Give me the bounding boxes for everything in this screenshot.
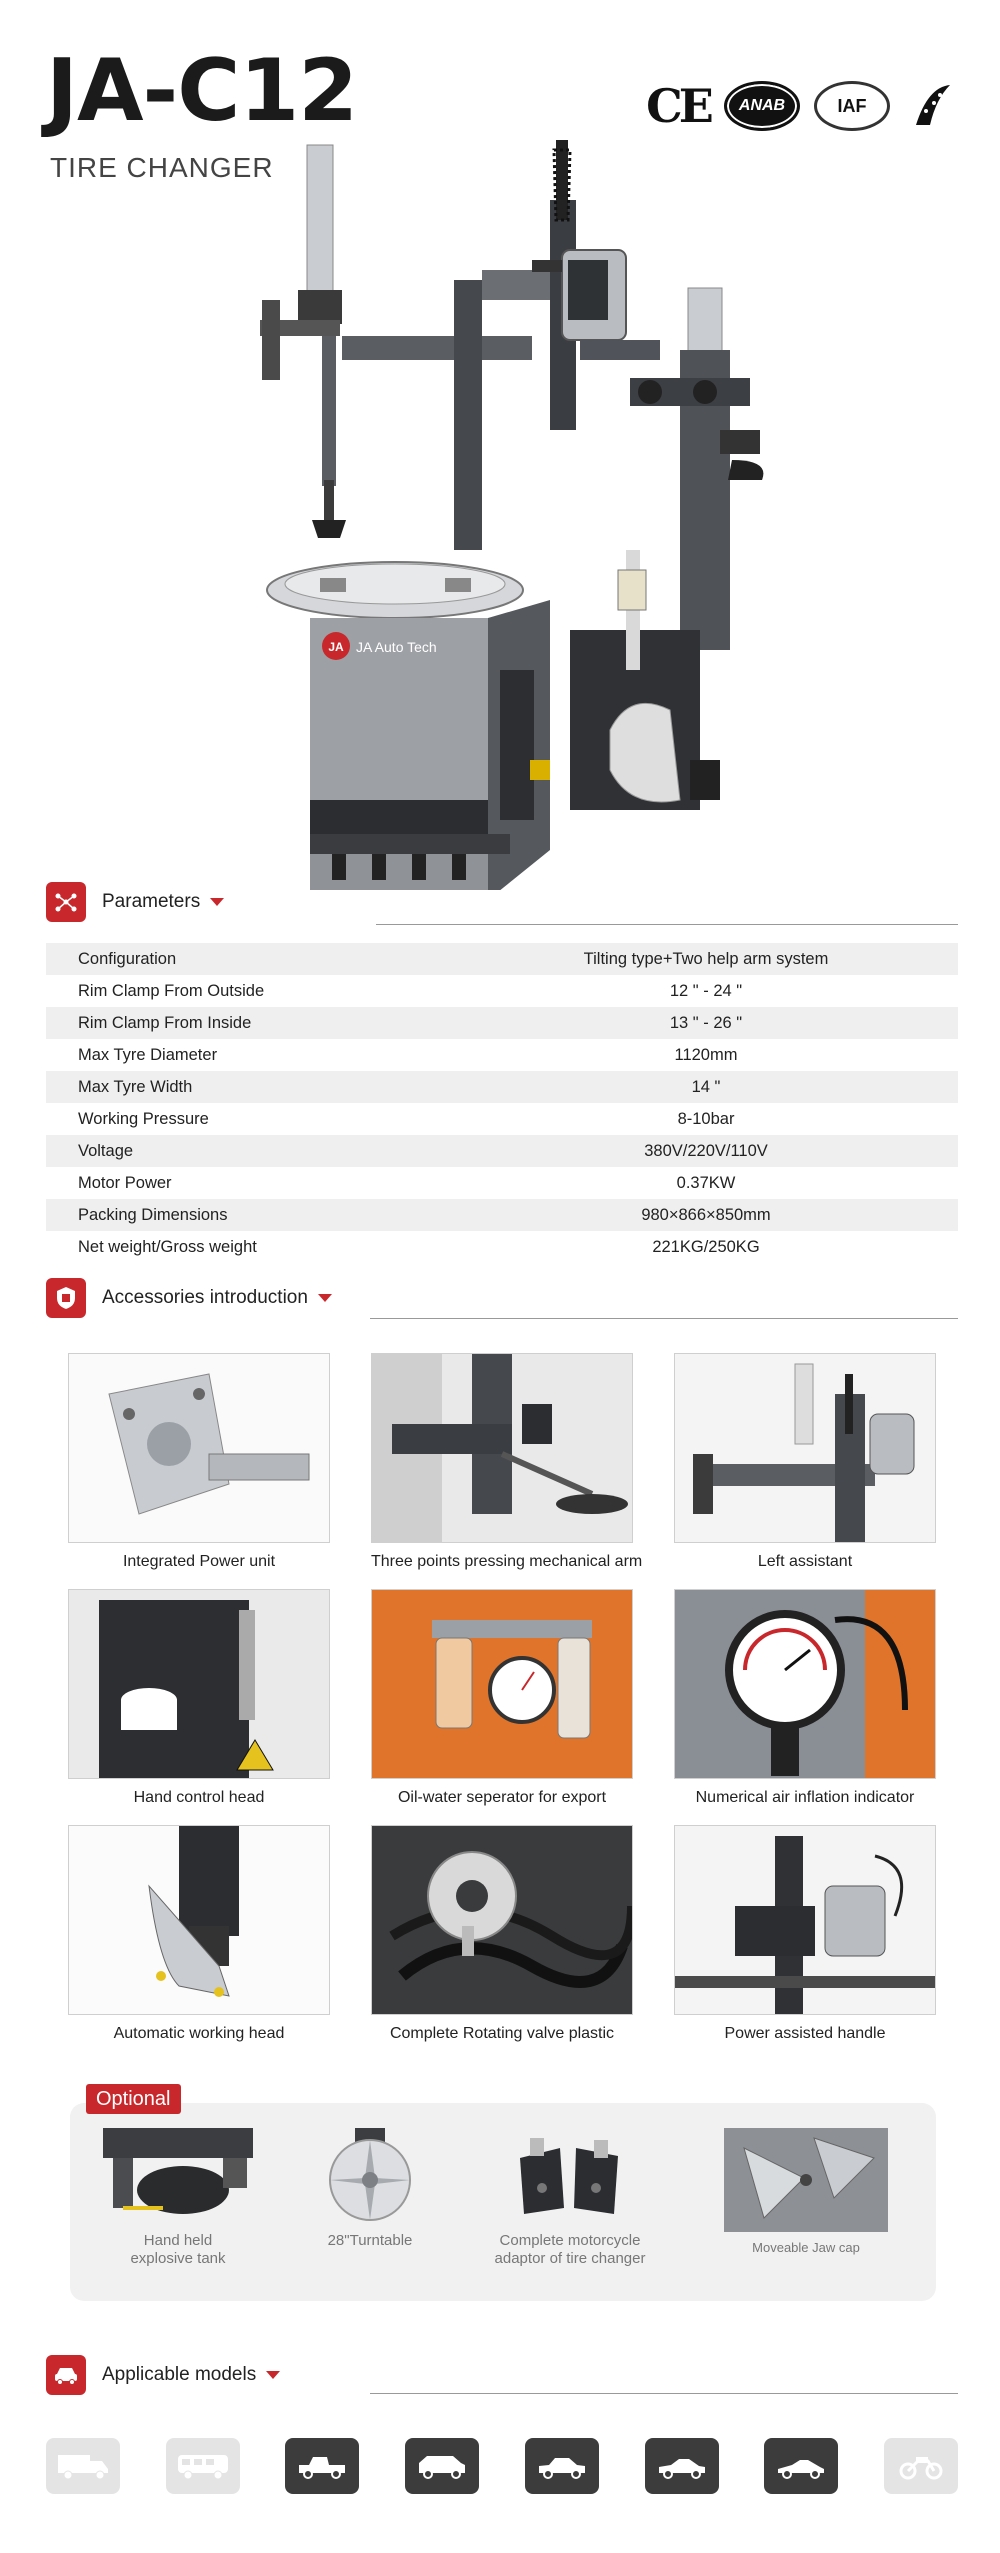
optional-item: [716, 2128, 896, 2256]
section-divider: [370, 1318, 958, 1319]
accessories-heading: Accessories introduction: [102, 1287, 308, 1308]
optional-badge: Optional: [86, 2084, 181, 2114]
section-divider: [370, 2393, 958, 2394]
ce-mark-icon: CE: [646, 79, 710, 133]
param-value: 380V/220V/110V: [644, 1141, 768, 1160]
param-value: 12 " - 24 ": [669, 981, 743, 1000]
table-row: [46, 1231, 958, 1263]
accessory-caption: Integrated Power unit: [122, 1553, 276, 1570]
param-name: Max Tyre Width: [78, 1077, 193, 1096]
jaw-cap-photo: [724, 2128, 888, 2232]
motorcycle-adaptor-photo: [510, 2128, 630, 2224]
param-name: Voltage: [78, 1141, 134, 1160]
accessory-caption: Complete Rotating valve plastic: [389, 2025, 615, 2042]
optional-caption-line2: adaptor of tire changer: [494, 2250, 646, 2267]
caret-down-icon: [266, 2371, 280, 2379]
param-value: 1120mm: [674, 1045, 738, 1064]
accessory-item: [68, 1825, 330, 2075]
anab-logo-icon: ANAB: [724, 81, 800, 131]
pickup-icon: [285, 2438, 359, 2494]
models-heading: Applicable models: [102, 2364, 257, 2385]
param-value: Tilting type+Two help arm system: [583, 949, 829, 968]
param-name: Packing Dimensions: [78, 1205, 228, 1224]
product-subtitle: TIRE CHANGER: [50, 152, 274, 183]
accessory-caption: Left assistant: [757, 1553, 853, 1570]
accessory-caption: Numerical air inflation indicator: [695, 1789, 915, 1806]
param-value: 13 " - 26 ": [669, 1013, 743, 1032]
accessory-item: [371, 1353, 643, 1589]
accessory-caption: Power assisted handle: [724, 2025, 886, 2042]
automatic-working-head-photo: [68, 1825, 330, 2015]
accessory-item: [371, 1589, 633, 1825]
table-row: [46, 975, 958, 1007]
models-section-header: [46, 2355, 280, 2395]
parameters-table: [46, 943, 958, 1263]
table-row: [46, 1135, 958, 1167]
accessory-item: [674, 1353, 936, 1589]
explosive-tank-photo: [103, 2128, 253, 2224]
param-name: Motor Power: [78, 1173, 172, 1192]
table-row: [46, 1167, 958, 1199]
table-row: [46, 1007, 958, 1039]
param-name: Configuration: [78, 949, 177, 968]
optional-caption-line1: 28"Turntable: [327, 2232, 413, 2249]
power-unit-photo: [68, 1353, 330, 1543]
caret-down-icon: [210, 898, 224, 906]
table-row: [46, 1199, 958, 1231]
accessory-item: [68, 1589, 330, 1825]
param-name: Working Pressure: [78, 1109, 209, 1128]
table-row: [46, 1071, 958, 1103]
param-name: Rim Clamp From Inside: [78, 1013, 252, 1032]
machine-brand-mark: JA: [328, 640, 344, 654]
accessory-item: [674, 1825, 936, 2075]
star-logo-icon: [904, 80, 958, 132]
motorcycle-icon: [884, 2438, 958, 2494]
param-value: 0.37KW: [676, 1173, 736, 1192]
table-row: [46, 1039, 958, 1071]
param-value: 221KG/250KG: [652, 1237, 760, 1256]
section-divider: [376, 924, 958, 925]
car-icon: [46, 2355, 86, 2395]
optional-caption-line1: Moveable Jaw cap: [752, 2240, 860, 2255]
accessories-section-header: [46, 1278, 332, 1318]
param-value: 14 ": [691, 1077, 721, 1096]
parameters-section-header: [46, 882, 224, 922]
machine-brand-label: JA Auto Tech: [356, 639, 437, 655]
tire-changer-machine-image: [250, 110, 810, 890]
parameters-heading: Parameters: [102, 891, 201, 912]
table-row: [46, 943, 958, 975]
sedan-icon: [525, 2438, 599, 2494]
suv-icon: [405, 2438, 479, 2494]
air-inflation-indicator-photo: [674, 1589, 936, 1779]
caret-down-icon: [318, 1294, 332, 1302]
power-assisted-handle-photo: [674, 1825, 936, 2015]
accessory-caption: Automatic working head: [113, 2025, 285, 2042]
accessory-caption: Three points pressing mechanical arm: [371, 1553, 643, 1570]
rotating-valve-photo: [371, 1825, 633, 2015]
optional-item: [98, 2128, 258, 2268]
accessory-item: [371, 1825, 633, 2075]
accessory-item: [68, 1353, 330, 1589]
accessory-caption: Hand control head: [133, 1789, 265, 1806]
accessory-item: [674, 1589, 936, 1825]
param-value: 980×866×850mm: [641, 1205, 771, 1224]
param-name: Max Tyre Diameter: [78, 1045, 218, 1064]
left-assistant-photo: [674, 1353, 936, 1543]
optional-item: [470, 2128, 670, 2268]
coupe-icon: [645, 2438, 719, 2494]
optional-caption-line2: explosive tank: [130, 2250, 226, 2267]
accessories-grid: [68, 1353, 936, 2075]
bus-icon: [166, 2438, 240, 2494]
param-value: 8-10bar: [677, 1109, 735, 1128]
optional-caption-line1: Hand held: [143, 2232, 213, 2249]
applicable-models-row: [46, 2438, 958, 2494]
pressing-arm-photo: [371, 1353, 633, 1543]
hand-control-head-photo: [68, 1589, 330, 1779]
param-name: Net weight/Gross weight: [78, 1237, 257, 1256]
turntable-photo: [315, 2128, 425, 2224]
table-row: [46, 1103, 958, 1135]
optional-item: [290, 2128, 450, 2250]
sports-car-icon: [764, 2438, 838, 2494]
product-title: JA-C12: [46, 41, 358, 141]
optional-caption-line1: Complete motorcycle: [499, 2232, 641, 2249]
iaf-logo-icon: IAF: [814, 81, 890, 131]
accessory-caption: Oil-water seperator for export: [397, 1789, 607, 1806]
param-name: Rim Clamp From Outside: [78, 981, 265, 1000]
truck-icon: [46, 2438, 120, 2494]
oil-water-separator-photo: [371, 1589, 633, 1779]
shield-icon: [46, 1278, 86, 1318]
network-icon: [46, 882, 86, 922]
